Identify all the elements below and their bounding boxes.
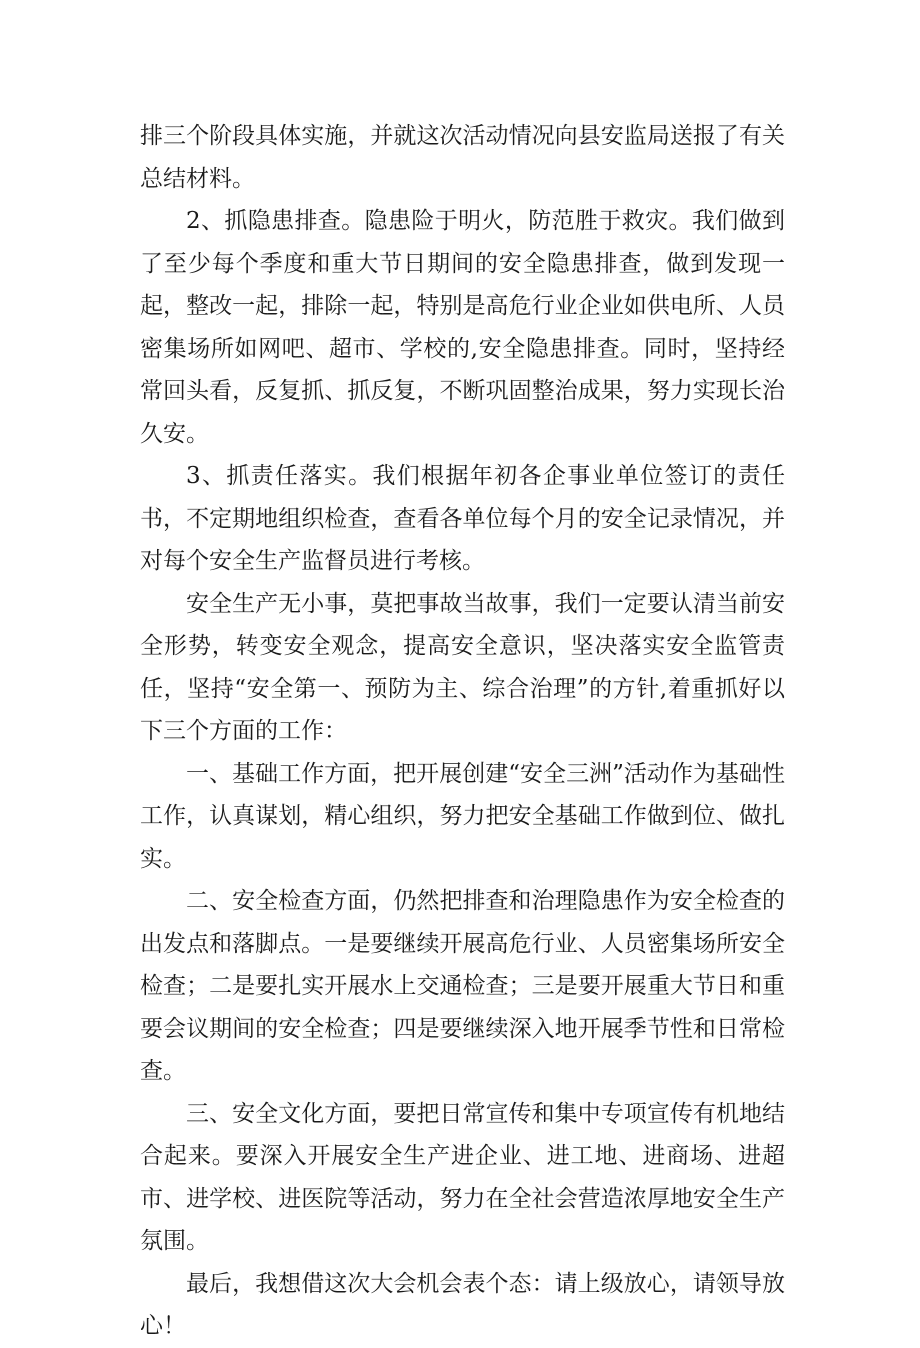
paragraph-basic-work: 一、基础工作方面，把开展创建“安全三洲”活动作为基础性工作，认真谋划，精心组织，努力把安全基础工作做到位、做扎实。 [140, 760, 785, 872]
paragraph-continuation: 排三个阶段具体实施，并就这次活动情况向县安监局送报了有关总结材料。 [140, 123, 785, 192]
paragraph-hazard-inspection: 2、抓隐患排查。隐患险于明火，防范胜于救灾。我们做到了至少每个季度和重大节日期间的安全隐患排查，做到发现一起，整改一起，排除一起，特别是高危行业企业如供电所、人员密集场所如网吧、超市、学校的,安全隐患排查。同时，坚持经常回头看，反复抓、抓反复，不断巩固整治成果，努力实现长治久安。 [140, 208, 785, 447]
paragraph-safety-production: 安全生产无小事，莫把事故当故事，我们一定要认清当前安全形势，转变安全观念，提高安全意识，坚决落实安全监管责任，坚持“安全第一、预防为主、综合治理”的方针,着重抓好以下三个方面的工作： [140, 590, 785, 744]
paragraph-safety-inspection: 二、安全检查方面，仍然把排查和治理隐患作为安全检查的出发点和落脚点。一是要继续开展高危行业、人员密集场所安全检查；二是要扎实开展水上交通检查；三是要开展重大节日和重要会议期间的安全检查；四是要继续深入地开展季节性和日常检查。 [140, 888, 785, 1084]
paragraph-safety-culture: 三、安全文化方面，要把日常宣传和集中专项宣传有机地结合起来。要深入开展安全生产进企业、进工地、进商场、进超市、进学校、进医院等活动，努力在全社会营造浓厚地安全生产氛围。 [140, 1100, 785, 1254]
paragraph-closing: 最后，我想借这次大会机会表个态：请上级放心，请领导放心！ [140, 1270, 785, 1339]
paragraph-responsibility: 3、抓责任落实。我们根据年初各企事业单位签订的责任书，不定期地组织检查，查看各单位每个月的安全记录情况，并对每个安全生产监督员进行考核。 [140, 463, 785, 574]
document-page [140, 115, 785, 1348]
